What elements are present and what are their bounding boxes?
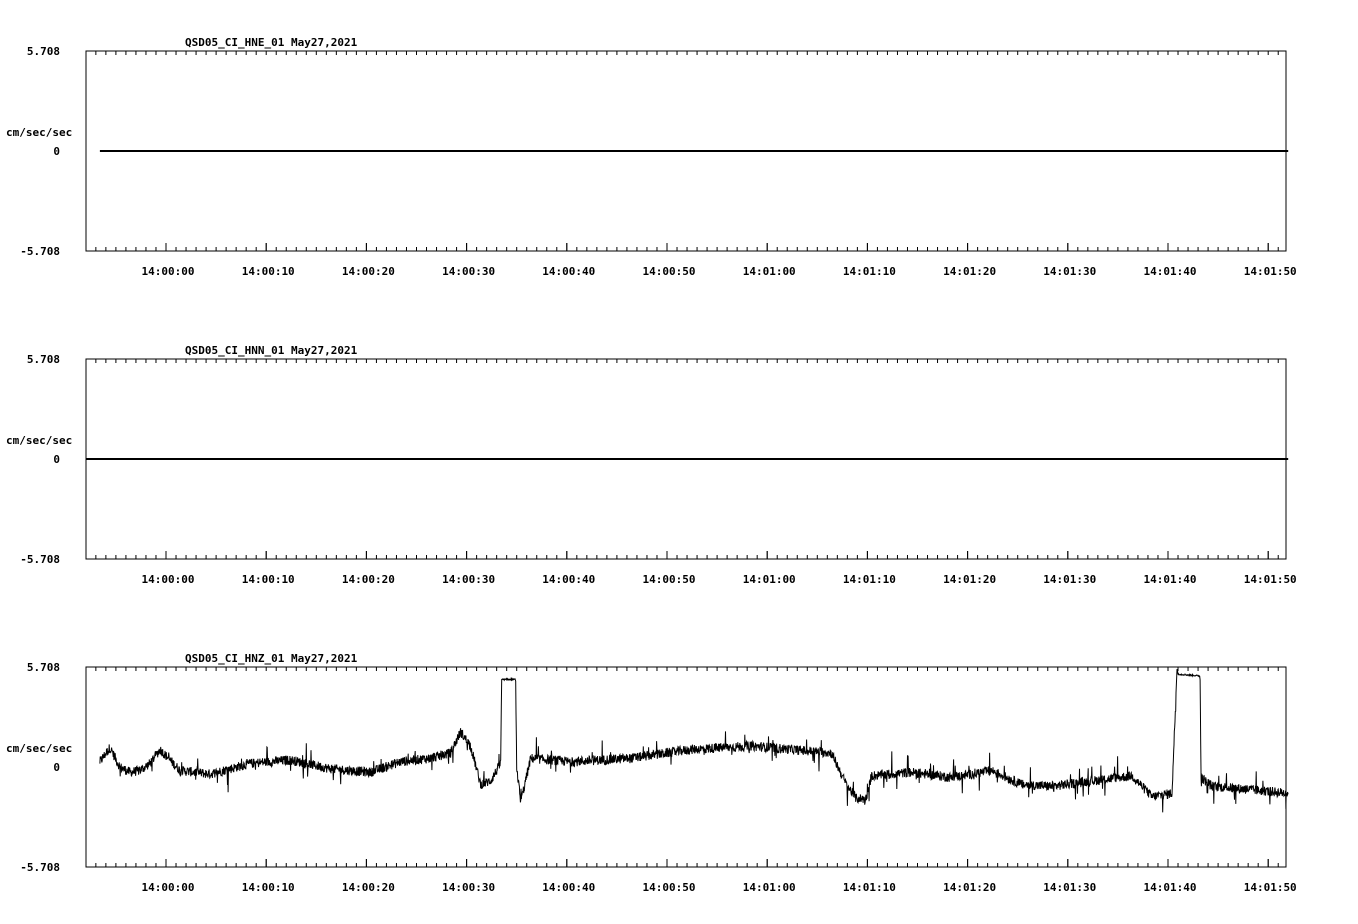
x-tick-label: 14:01:10 [842,265,896,278]
x-tick-label: 14:00:00 [141,265,195,278]
x-tick-label: 14:01:30 [1043,881,1097,894]
x-tick-label: 14:00:50 [642,265,696,278]
x-tick-label: 14:01:20 [943,265,997,278]
panel-1 [6,36,1297,278]
x-tick-label: 14:00:40 [542,265,596,278]
panel-3 [6,652,1297,894]
y-tick-label: 5.708 [26,661,60,674]
panel-2 [6,344,1297,586]
waveform-trace [100,669,1288,812]
x-tick-label: 14:00:30 [442,573,496,586]
x-tick-label: 14:01:40 [1143,881,1197,894]
y-tick-label: 0 [53,761,60,774]
x-tick-label: 14:00:00 [141,573,195,586]
x-tick-label: 14:01:00 [742,881,796,894]
x-tick-label: 14:01:30 [1043,265,1097,278]
x-tick-label: 14:01:30 [1043,573,1097,586]
x-tick-label: 14:01:20 [943,881,997,894]
y-tick-label: 5.708 [26,45,60,58]
x-tick-label: 14:00:00 [141,881,195,894]
x-tick-label: 14:00:10 [241,265,295,278]
y-axis-label: cm/sec/sec [6,742,73,755]
x-tick-label: 14:01:10 [842,881,896,894]
x-tick-label: 14:00:40 [542,573,596,586]
x-tick-label: 14:01:00 [742,265,796,278]
y-tick-label: -5.708 [20,861,60,874]
y-axis-label: cm/sec/sec [6,126,73,139]
x-tick-label: 14:01:20 [943,573,997,586]
chart-title: QSD05_CI_HNN_01 May27,2021 [185,344,358,357]
x-tick-label: 14:01:40 [1143,265,1197,278]
x-tick-label: 14:00:40 [542,881,596,894]
x-tick-label: 14:00:20 [341,881,395,894]
x-tick-label: 14:00:10 [241,881,295,894]
x-tick-label: 14:00:20 [341,265,395,278]
y-tick-label: 0 [53,453,60,466]
x-tick-label: 14:00:20 [341,573,395,586]
x-tick-label: 14:01:50 [1243,881,1297,894]
chart-title: QSD05_CI_HNE_01 May27,2021 [185,36,358,49]
y-tick-label: -5.708 [20,245,60,258]
x-tick-label: 14:00:30 [442,265,496,278]
x-tick-label: 14:01:10 [842,573,896,586]
y-tick-label: -5.708 [20,553,60,566]
y-axis-label: cm/sec/sec [6,434,73,447]
y-tick-label: 0 [53,145,60,158]
x-tick-label: 14:01:50 [1243,573,1297,586]
x-tick-label: 14:01:40 [1143,573,1197,586]
x-tick-label: 14:01:50 [1243,265,1297,278]
x-tick-label: 14:00:30 [442,881,496,894]
chart-title: QSD05_CI_HNZ_01 May27,2021 [185,652,358,665]
x-tick-label: 14:00:10 [241,573,295,586]
x-tick-label: 14:01:00 [742,573,796,586]
x-tick-label: 14:00:50 [642,573,696,586]
x-tick-label: 14:00:50 [642,881,696,894]
y-tick-label: 5.708 [26,353,60,366]
plot-frame [86,667,1286,867]
